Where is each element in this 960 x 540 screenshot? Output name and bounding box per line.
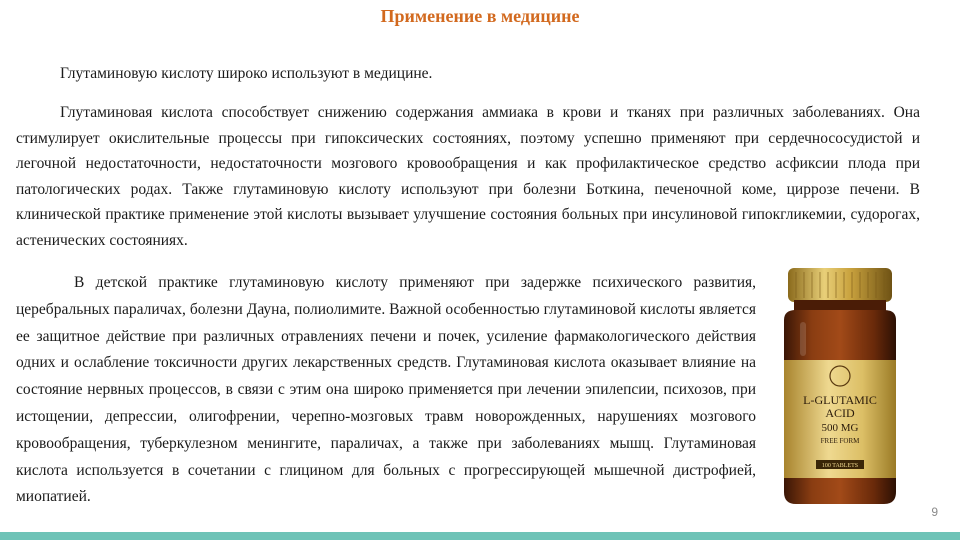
label-line-3: 500 MG (821, 422, 859, 434)
slide-title: Применение в медицине (380, 6, 580, 26)
supplement-bottle-image (772, 264, 908, 508)
intro-paragraph: Глутаминовую кислоту широко используют в медицине. (60, 65, 433, 82)
pediatric-paragraph: В детской практике глутаминовую кислоту применяют при задержке психического развития, церебральных параличах, болезни Дауна, полиолимите. Важной особенностью глутаминовой кислоты является ее защитное действие при различных отравлениях печени и почек, усиление фармакологического действия одних и ослабление токсичности других лекарственных средств. Глутаминовая кислота оказывает влияние на состояние нервных процессов, в связи с этим она широко применяется при лечении эпилепсии, психозов, при истощении, депрессии, олигофрении, черепно-мозговых травм новорожденных, нарушениях мозгового кровообращения, туберкулезном менингите, параличах, а также при заболеваниях мышц. Глутаминовая кислота используется в сочетании с глицином для больных с прогрессирующей мышечной дистрофией, миопатией. (16, 274, 756, 506)
label-line-1: L-GLUTAMIC (803, 393, 877, 407)
label-line-4: FREE FORM (820, 437, 860, 445)
label-line-5: 100 TABLETS (821, 463, 859, 469)
label-line-2: ACID (825, 406, 855, 420)
bottom-accent-bar (0, 532, 960, 540)
page-number: 9 (931, 505, 938, 519)
main-paragraph: Глутаминовая кислота способствует снижению содержания аммиака в крови и тканях при различных заболеваниях. Она стимулирует окислительные процессы при гипоксических состояниях, поэтому успешно применяют при сердечнососудистой и легочной недостаточности, недостаточности мозгового кровообращения и как профилактическое средство асфиксии плода при патологических родах. Также глутаминовую кислоту используют при болезни Боткина, печеночной коме, циррозе печени. В клинической практике применение этой кислоты вызывает улучшение состояния больных при инсулиновой гипокгликемии, судорогах, астенических состояниях. (16, 104, 920, 249)
